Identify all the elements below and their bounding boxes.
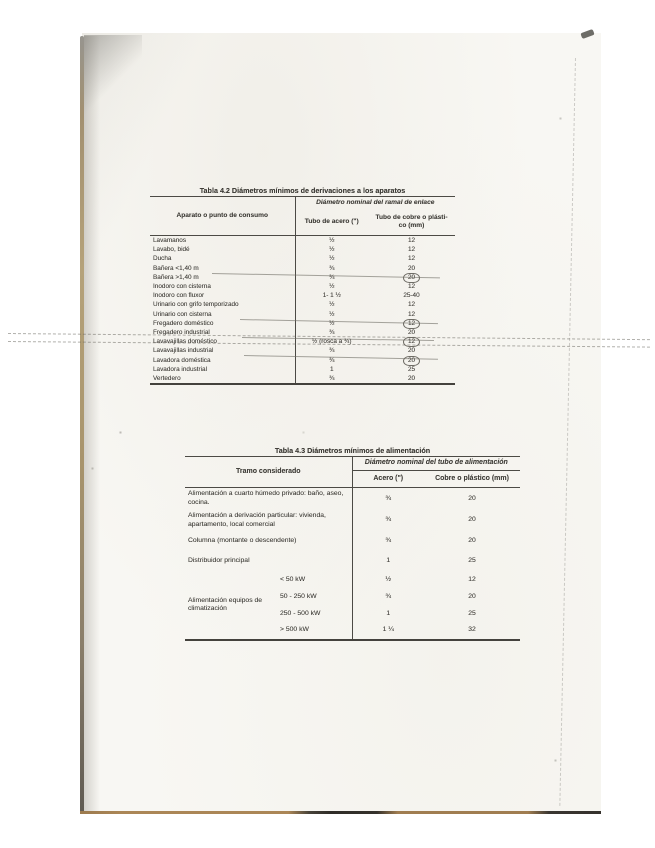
acero-value: ½ [295, 282, 368, 291]
acero-value: ¾ [352, 488, 424, 510]
table-4-3-title: Tabla 4.3 Diámetros mínimos de alimentación [274, 446, 431, 455]
cobre-cell [368, 282, 455, 291]
cobre-cell [368, 245, 455, 254]
appliance-name: Fregadero doméstico [153, 319, 214, 327]
page-corner-shadow [84, 35, 142, 123]
cobre-value: 20 [407, 264, 416, 272]
cobre-value: 25-40 [403, 292, 420, 300]
cobre-value: 25 [468, 557, 476, 565]
acero-value: ½ [295, 310, 368, 319]
cobre-value: 20 [468, 592, 476, 600]
appliance-name: Lavamanos [153, 237, 187, 244]
document-page [82, 33, 601, 813]
cobre-value: 20 [407, 329, 416, 337]
cobre-value: 20 [468, 494, 476, 502]
acero-value: ½ [295, 254, 368, 263]
acero-value: 1 [295, 365, 368, 374]
circled-annotation: 20 [403, 273, 419, 283]
cobre-cell [368, 291, 455, 300]
appliance-name: Inodoro con fluxor [153, 292, 205, 300]
table-4-2-row [150, 374, 455, 384]
table-4-2-row [150, 300, 455, 309]
acero-value: 1 ¼ [352, 623, 424, 640]
page-left-edge [80, 36, 84, 813]
header-cobre-plastico: Cobre o plástico (mm) [424, 471, 520, 488]
acero-value: ¾ [295, 374, 368, 384]
cobre-value: 25 [407, 365, 416, 373]
cobre-cell [368, 300, 455, 309]
cobre-value: 25 [468, 609, 476, 617]
appliance-name: Inodoro con cisterna [153, 283, 211, 291]
appliance-name: Ducha [153, 255, 172, 263]
cobre-cell [368, 346, 455, 355]
appliance-name: Lavavajillas doméstico [153, 338, 217, 346]
table-4-3-row [185, 532, 520, 552]
page-left-shadow [84, 36, 100, 813]
acero-value: ¾ [352, 532, 424, 552]
table-4-3-group-row [185, 572, 520, 589]
header-acero: Acero (") [352, 471, 424, 488]
appliance-name: Urinario con grifo temporizado [153, 301, 239, 309]
acero-value: 1 [352, 552, 424, 572]
appliance-name: Vertedero [153, 375, 181, 383]
acero-value: 1 [352, 606, 424, 623]
cobre-value: 20 [468, 516, 476, 524]
table-4-3-header [185, 457, 520, 488]
cobre-cell [368, 264, 455, 273]
cobre-value: 20 [468, 537, 476, 545]
power-range-label: 250 - 500 kW [280, 609, 321, 617]
appliance-name: Lavadora industrial [153, 365, 207, 373]
table-4-2-row [150, 282, 455, 291]
tramo-label: Columna (montante o descendente) [188, 537, 297, 545]
tramo-label: Alimentación a cuarto húmedo privado: baño, aseo, cocina. [188, 490, 344, 506]
table-4-3-section [185, 446, 520, 641]
table-4-3-row [185, 510, 520, 532]
cobre-cell [368, 374, 455, 384]
header-diametro-alimentacion: Diámetro nominal del tubo de alimentación [352, 457, 520, 471]
acero-value: ¾ [295, 273, 368, 282]
appliance-name: Bañera >1,40 m [153, 273, 199, 281]
header-tubo-cobre-line1: Tubo de cobre o plásti- [375, 213, 448, 221]
table-4-2-row [150, 365, 455, 374]
header-tubo-cobre-line2: co (mm) [398, 221, 425, 229]
appliance-name: Bañera <1,40 m [153, 264, 199, 272]
power-range-label: > 500 kW [280, 626, 309, 634]
acero-value: ½ (rosca a ¾) [295, 337, 368, 346]
power-range-label: 50 - 250 kW [280, 592, 317, 600]
table-4-2-row [150, 291, 455, 300]
header-tubo-cobre [368, 208, 455, 236]
acero-value: ½ [295, 319, 368, 328]
cobre-value: 20 [407, 375, 416, 383]
appliance-name: Lavadora doméstica [153, 356, 211, 364]
table-4-2-row [150, 236, 455, 246]
cobre-value: 12 [407, 310, 416, 318]
power-range-label: < 50 kW [280, 575, 306, 583]
table-4-2-row [150, 346, 455, 355]
table-4-2-row [150, 254, 455, 263]
table-4-2-body [150, 236, 455, 385]
cobre-value: 20 [407, 347, 416, 355]
table-4-3 [185, 456, 520, 641]
header-aparato: Aparato o punto de consumo [150, 197, 295, 236]
cobre-value: 12 [407, 246, 416, 254]
acero-value: ¾ [295, 264, 368, 273]
cobre-value: 12 [407, 283, 416, 291]
header-tramo: Tramo considerado [185, 457, 352, 488]
acero-value: ¾ [295, 328, 368, 337]
cobre-value: 12 [407, 237, 416, 244]
table-4-2-row [150, 310, 455, 319]
cobre-cell [368, 254, 455, 263]
acero-value: ½ [295, 300, 368, 309]
cobre-value: 12 [407, 255, 416, 263]
page-bottom-edge [80, 811, 601, 814]
header-diametro-ramal: Diámetro nominal del ramal de enlace [295, 197, 455, 209]
table-4-2-title: Tabla 4.2 Diámetros mínimos de derivaciones a los aparatos [199, 186, 406, 195]
table-4-3-row [185, 552, 520, 572]
circled-annotation: 12 [403, 319, 419, 329]
appliance-name: Urinario con cisterna [153, 310, 212, 318]
table-4-2-row [150, 264, 455, 273]
scan-specks [0, 0, 1, 1]
cobre-value: 12 [407, 301, 416, 309]
acero-value: ½ [295, 236, 368, 246]
cobre-cell [368, 310, 455, 319]
appliance-name: Lavavajillas industrial [153, 347, 214, 355]
cobre-value: 32 [468, 626, 476, 634]
header-tubo-acero: Tubo de acero (") [295, 208, 368, 236]
table-4-2-header [150, 197, 455, 236]
table-4-3-row [185, 488, 520, 510]
acero-value: ¾ [352, 589, 424, 606]
group-label-climatizacion: Alimentación equipos de climatización [188, 596, 263, 612]
cobre-cell [368, 236, 455, 246]
acero-value: 1- 1 ½ [295, 291, 368, 300]
circled-annotation: 20 [403, 356, 419, 366]
table-4-2-row [150, 245, 455, 254]
acero-value: ½ [295, 245, 368, 254]
cobre-cell [368, 365, 455, 374]
circled-annotation: 12 [403, 337, 419, 347]
tramo-label: Alimentación a derivación particular: vivienda, apartamento, local comercial [188, 512, 326, 528]
acero-value: ¾ [295, 356, 368, 365]
table-4-3-body [185, 488, 520, 640]
appliance-name: Lavabo, bidé [153, 246, 190, 254]
acero-value: ¾ [352, 510, 424, 532]
acero-value: ½ [352, 572, 424, 589]
cobre-value: 12 [468, 575, 476, 583]
tramo-label: Distribuidor principal [188, 557, 250, 565]
acero-value: ¾ [295, 346, 368, 355]
appliance-name: Fregadero industrial [153, 329, 210, 337]
